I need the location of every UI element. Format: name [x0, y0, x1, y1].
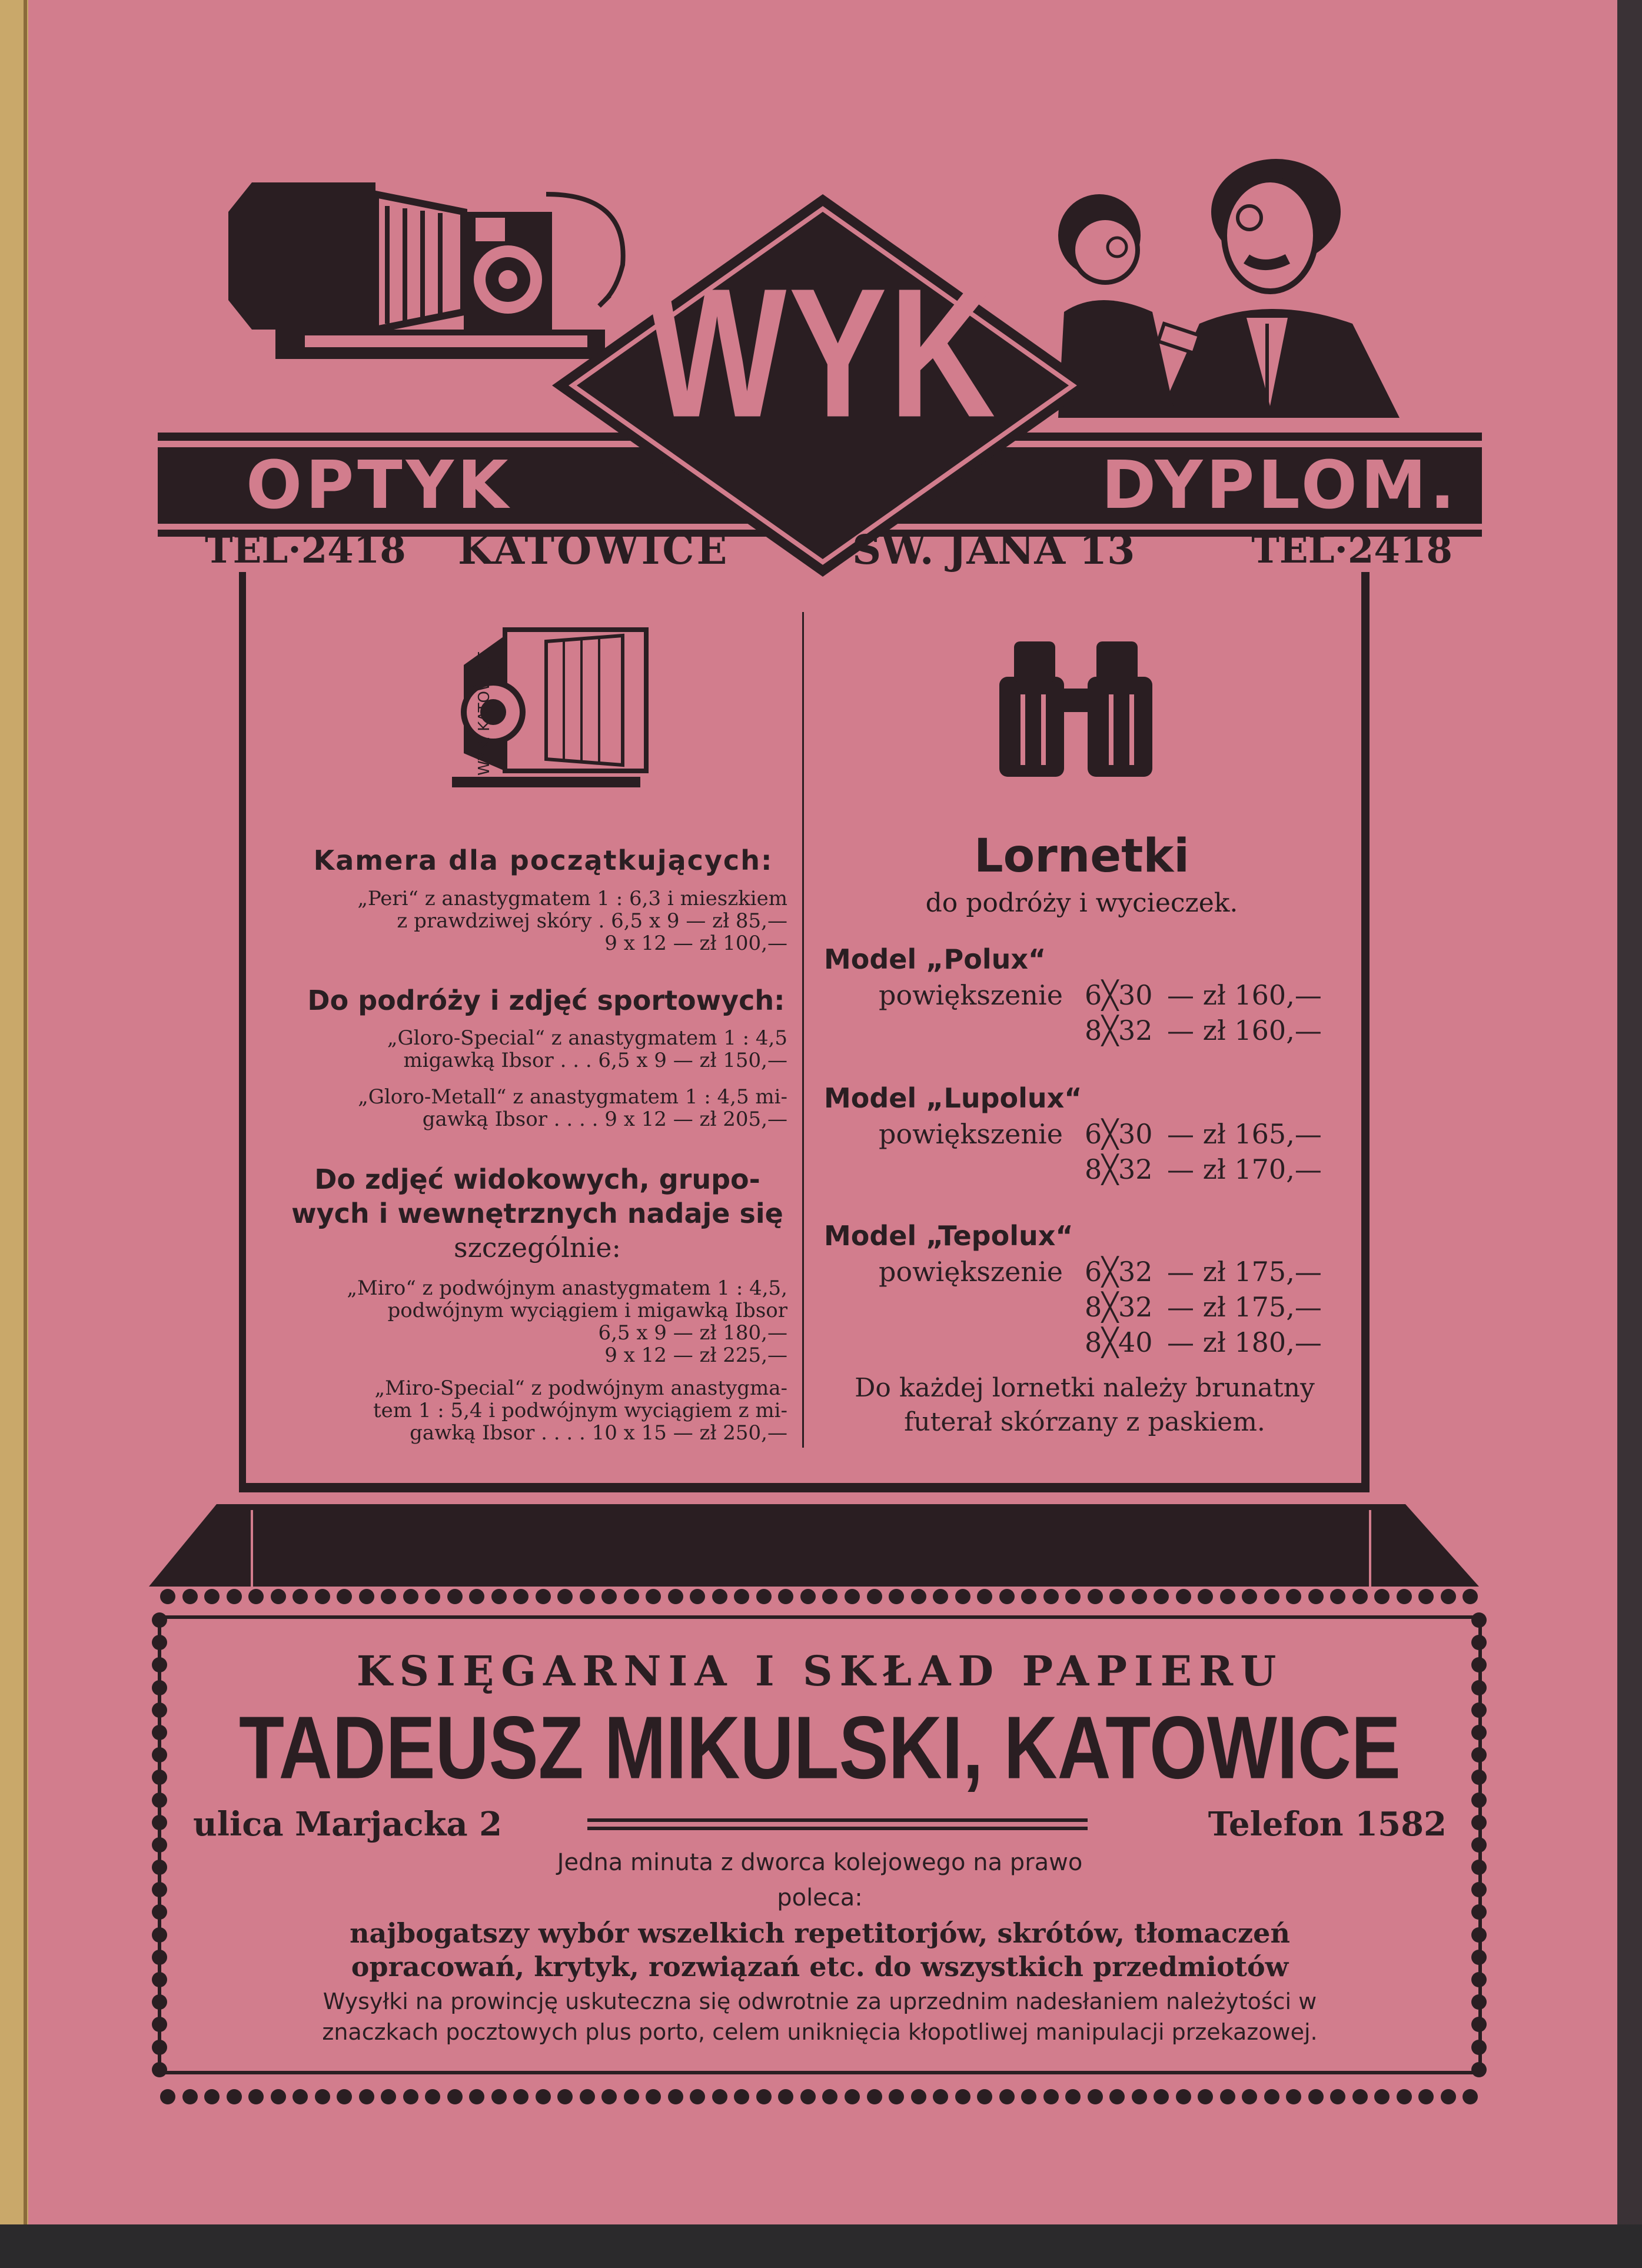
binoculars-case-note [823, 1371, 1347, 1439]
border-dot [1471, 1612, 1487, 1628]
border-dot [1397, 2089, 1412, 2104]
model-lupolux-name: Model „Lupolux“ [824, 1082, 1082, 1114]
border-dot [1043, 2089, 1059, 2104]
dotted-border-bottom [160, 2089, 1478, 2104]
right-background [1617, 0, 1642, 2268]
dotted-border-left [152, 1612, 167, 2077]
bookstore-name: TADEUSZ MIKULSKI, KATOWICE [239, 1697, 1401, 1797]
bookstore-street: ulica Marjacka 2 [193, 1805, 503, 1844]
tel-left: TEL·2418 [205, 528, 406, 572]
border-dot [800, 2089, 816, 2104]
miro-special-line-1: „Miro-Special“ z podwójnym anastygma- [374, 1376, 787, 1400]
border-dot [152, 1725, 167, 1740]
street-phone-rule-1 [587, 1818, 1088, 1822]
binoculars-title: Lornetki [973, 830, 1190, 883]
border-dot [1471, 1882, 1487, 1897]
box-right-border [1361, 572, 1370, 1490]
border-dot [1132, 1589, 1147, 1604]
border-dot [1242, 2089, 1257, 2104]
border-dot [867, 1589, 882, 1604]
group-heading-line-1: Do zdjęć widokowych, grupo- [314, 1163, 760, 1195]
border-dot [359, 1589, 374, 1604]
tepolux-price-3: — zł 180,— [1167, 1326, 1322, 1358]
border-dot [1471, 1747, 1487, 1762]
border-dot [1471, 1994, 1487, 2010]
border-dot [152, 1837, 167, 1853]
recommends-label: poleca: [777, 1884, 863, 1911]
border-dot [845, 1589, 860, 1604]
border-dot [1471, 1657, 1487, 1672]
border-dot [1264, 1589, 1279, 1604]
case-note-line-1: Do każdej lornetki należy brunatny [855, 1373, 1315, 1403]
border-dot [734, 2089, 749, 2104]
border-dot [491, 2089, 507, 2104]
border-dot [152, 1904, 167, 1920]
border-dot [1471, 1702, 1487, 1718]
lupolux-price-2: — zł 170,— [1167, 1153, 1322, 1185]
case-note-line-2: futerał skórzany z paskiem. [904, 1407, 1265, 1437]
border-dot [1176, 1589, 1191, 1604]
offer-line-2: opracowań, krytyk, rozwiązań etc. do wszystkich przedmiotów [351, 1951, 1289, 1983]
dotted-border-top [160, 1589, 1478, 1604]
border-dot [734, 1589, 749, 1604]
border-dot [1286, 1589, 1301, 1604]
border-dot [1471, 1904, 1487, 1920]
border-dot [337, 2089, 352, 2104]
border-dot [690, 1589, 705, 1604]
shipping-line-2: znaczkach pocztowych plus porto, celem uniknięcia kłopotliwej manipulacji przekazowej. [322, 2019, 1318, 2045]
border-dot [977, 1589, 992, 1604]
border-dot [1471, 1793, 1487, 1808]
border-dot [1352, 1589, 1368, 1604]
street-address: SW. JANA 13 [852, 527, 1135, 574]
group-heading-line-2: wych i wewnętrznych nadaje się [291, 1198, 783, 1229]
border-dot [933, 2089, 948, 2104]
gloro-metall-description [287, 1086, 787, 1130]
border-dot [646, 1589, 661, 1604]
tepolux-size-2: 8╳32 [1085, 1291, 1153, 1323]
peri-line-2: z prawdziwej skóry . 6,5 x 9 — zł 85,— [397, 909, 787, 933]
border-dot [1198, 2089, 1213, 2104]
tepolux-price-1: — zł 175,— [1167, 1256, 1322, 1288]
border-dot [381, 1589, 396, 1604]
border-dot [1242, 1589, 1257, 1604]
border-dot [152, 1860, 167, 1875]
border-dot [152, 2062, 167, 2077]
border-dot [557, 1589, 573, 1604]
border-dot [152, 1972, 167, 1987]
border-dot [447, 1589, 463, 1604]
border-dot [152, 1702, 167, 1718]
gloro-special-line-1: „Gloro-Special“ z anastygmatem 1 : 4,5 [387, 1026, 787, 1050]
border-dot [1286, 2089, 1301, 2104]
beginner-camera-heading: Kamera dla początkujących: [313, 844, 773, 876]
border-dot [1471, 1972, 1487, 1987]
border-dot [911, 1589, 926, 1604]
bookstore-line-1: KSIĘGARNIA I SKŁAD PAPIERU [356, 1647, 1284, 1695]
model-tepolux-label: powiększenie [879, 1256, 1063, 1288]
border-dot [160, 1589, 175, 1604]
border-dot [977, 2089, 992, 2104]
border-dot [1471, 1950, 1487, 1965]
box-bottom-rule [239, 1483, 1370, 1492]
optyk-label: OPTYK [246, 447, 512, 524]
border-dot [1308, 2089, 1324, 2104]
miro-description [287, 1277, 787, 1366]
border-dot [447, 2089, 463, 2104]
border-dot [1043, 1589, 1059, 1604]
border-dot [513, 1589, 529, 1604]
border-dot [1154, 2089, 1169, 2104]
border-dot [227, 1589, 242, 1604]
street-phone-rule-2 [587, 1827, 1088, 1830]
border-dot [800, 1589, 816, 1604]
border-dot [1352, 2089, 1368, 2104]
border-dot [1264, 2089, 1279, 2104]
border-dot [1176, 2089, 1191, 2104]
border-dot [182, 2089, 198, 2104]
border-dot [756, 2089, 772, 2104]
border-dot [469, 1589, 484, 1604]
wyk-logo-text: WYK [647, 250, 998, 455]
border-dot [1471, 2040, 1487, 2055]
border-dot [1471, 1680, 1487, 1695]
border-dot [580, 1589, 595, 1604]
border-dot [1021, 2089, 1036, 2104]
border-dot [1330, 1589, 1345, 1604]
border-dot [491, 1589, 507, 1604]
border-dot [469, 2089, 484, 2104]
border-dot [271, 2089, 286, 2104]
border-dot [152, 1635, 167, 1650]
border-dot [248, 1589, 264, 1604]
column-divider [802, 612, 804, 1448]
box-plinth [146, 1504, 1482, 1591]
border-dot [867, 2089, 882, 2104]
miro-special-description [287, 1377, 787, 1444]
station-distance: Jedna minuta z dworca kolejowego na prawo [557, 1849, 1083, 1876]
peri-line-3: 9 x 12 — zł 100,— [604, 932, 787, 955]
border-dot [160, 2089, 175, 2104]
border-dot [955, 1589, 970, 1604]
polux-size-2: 8╳32 [1085, 1015, 1153, 1046]
border-dot [601, 1589, 617, 1604]
border-dot [1330, 2089, 1345, 2104]
border-dot [425, 2089, 440, 2104]
border-dot [292, 2089, 308, 2104]
tepolux-price-2: — zł 175,— [1167, 1291, 1322, 1323]
border-dot [359, 2089, 374, 2104]
border-dot [1471, 1927, 1487, 1943]
dotted-border-right [1471, 1612, 1487, 2077]
border-dot [1109, 1589, 1125, 1604]
border-dot [1471, 1725, 1487, 1740]
border-dot [580, 2089, 595, 2104]
miro-special-line-2: tem 1 : 5,4 i podwójnym wyciągiem z mi- [373, 1399, 787, 1422]
border-dot [204, 1589, 220, 1604]
border-dot [624, 1589, 639, 1604]
border-dot [756, 1589, 772, 1604]
border-dot [337, 1589, 352, 1604]
tepolux-size-1: 6╳32 [1085, 1256, 1153, 1288]
border-dot [1471, 2017, 1487, 2032]
border-dot [152, 1994, 167, 2010]
border-dot [668, 2089, 683, 2104]
border-dot [513, 2089, 529, 2104]
tepolux-size-3: 8╳40 [1085, 1326, 1153, 1358]
border-dot [1021, 1589, 1036, 1604]
border-dot [1471, 1837, 1487, 1853]
border-dot [778, 2089, 793, 2104]
border-dot [1154, 1589, 1169, 1604]
gloro-special-line-2: migawką Ibsor . . . 6,5 x 9 — zł 150,— [403, 1049, 787, 1072]
border-dot [1397, 1589, 1412, 1604]
small-camera-illustration [428, 612, 676, 800]
model-lupolux-label: powiększenie [879, 1118, 1063, 1150]
border-dot [381, 2089, 396, 2104]
border-dot [1220, 1589, 1235, 1604]
binoculars-illustration [988, 636, 1176, 783]
lupolux-price-1: — zł 165,— [1167, 1118, 1322, 1150]
border-dot [1374, 1589, 1390, 1604]
border-dot [1109, 2089, 1125, 2104]
border-dot [690, 2089, 705, 2104]
border-dot [152, 1680, 167, 1695]
border-dot [425, 1589, 440, 1604]
border-dot [1418, 2089, 1434, 2104]
border-dot [152, 1612, 167, 1628]
border-dot [712, 1589, 727, 1604]
border-dot [1471, 1635, 1487, 1650]
group-heading-line-3: szczególnie: [454, 1232, 621, 1263]
border-dot [152, 1815, 167, 1830]
border-dot [152, 1950, 167, 1965]
border-dot [1220, 2089, 1235, 2104]
border-dot [152, 1927, 167, 1943]
border-dot [889, 1589, 904, 1604]
border-dot [1471, 2062, 1487, 2077]
border-dot [712, 2089, 727, 2104]
border-dot [1471, 1815, 1487, 1830]
offer-line-1: najbogatszy wybór wszelkich repetitorjów, skrótów, tłomaczeń [350, 1917, 1290, 1949]
border-dot [315, 1589, 330, 1604]
border-dot [668, 1589, 683, 1604]
border-dot [955, 2089, 970, 2104]
miro-line-4: 9 x 12 — zł 225,— [604, 1343, 787, 1367]
polux-price-2: — zł 160,— [1167, 1015, 1322, 1046]
border-dot [152, 2040, 167, 2055]
border-dot [315, 2089, 330, 2104]
border-dot [557, 2089, 573, 2104]
shipping-line-1: Wysyłki na prowincję uskuteczna się odwrotnie za uprzednim nadesłaniem należytości w [323, 1988, 1317, 2014]
border-dot [152, 1882, 167, 1897]
border-dot [646, 2089, 661, 2104]
border-dot [271, 1589, 286, 1604]
miro-special-line-3: gawką Ibsor . . . . 10 x 15 — zł 250,— [410, 1421, 787, 1445]
bookstore-phone: Telefon 1582 [1208, 1805, 1447, 1844]
model-polux-label: powiększenie [879, 979, 1063, 1011]
border-dot [1418, 1589, 1434, 1604]
peri-line-1: „Peri“ z anastygmatem 1 : 6,3 i mieszkiem [357, 887, 787, 910]
border-dot [1462, 2089, 1478, 2104]
border-dot [536, 1589, 551, 1604]
model-tepolux-name: Model „Tepolux“ [824, 1220, 1073, 1252]
border-dot [999, 2089, 1015, 2104]
gloro-special-description [287, 1027, 787, 1072]
tel-right: TEL·2418 [1251, 528, 1452, 572]
border-dot [152, 1747, 167, 1762]
spine-edge [24, 0, 27, 2268]
border-dot [1374, 2089, 1390, 2104]
gloro-metall-line-2: gawką Ibsor . . . . 9 x 12 — zł 205,— [422, 1108, 787, 1131]
border-dot [1462, 1589, 1478, 1604]
bottom-background [0, 2224, 1642, 2268]
border-dot [152, 1793, 167, 1808]
border-dot [182, 1589, 198, 1604]
box-left-border [239, 572, 246, 1490]
advertisement-page [28, 0, 1617, 2224]
border-dot [1471, 1770, 1487, 1785]
border-dot [911, 2089, 926, 2104]
border-dot [403, 2089, 418, 2104]
border-dot [1441, 2089, 1456, 2104]
peri-description [287, 887, 787, 955]
miro-line-1: „Miro“ z podwójnym anastygmatem 1 : 4,5, [347, 1276, 787, 1300]
border-dot [845, 2089, 860, 2104]
polux-price-1: — zł 160,— [1167, 979, 1322, 1011]
polux-size-1: 6╳30 [1085, 979, 1153, 1011]
border-dot [933, 1589, 948, 1604]
border-dot [248, 2089, 264, 2104]
border-dot [624, 2089, 639, 2104]
border-dot [1308, 1589, 1324, 1604]
border-dot [822, 2089, 837, 2104]
border-dot [1088, 2089, 1103, 2104]
border-dot [1132, 2089, 1147, 2104]
border-dot [1441, 1589, 1456, 1604]
group-photos-heading [287, 1162, 787, 1265]
border-dot [152, 1770, 167, 1785]
border-dot [403, 1589, 418, 1604]
border-dot [822, 1589, 837, 1604]
border-dot [999, 1589, 1015, 1604]
lupolux-size-2: 8╳32 [1085, 1153, 1153, 1185]
camera-brand-label: J.WYK. KATOWICE [476, 651, 493, 785]
border-dot [889, 2089, 904, 2104]
binoculars-subtitle: do podróży i wycieczek. [925, 888, 1238, 918]
border-dot [1065, 1589, 1081, 1604]
border-dot [292, 1589, 308, 1604]
travel-sport-heading: Do podróży i zdjęć sportowych: [307, 985, 785, 1016]
border-dot [204, 2089, 220, 2104]
border-dot [152, 1657, 167, 1672]
border-dot [1088, 1589, 1103, 1604]
border-dot [536, 2089, 551, 2104]
border-dot [227, 2089, 242, 2104]
dyplom-label: DYPLOM. [1101, 447, 1458, 524]
border-dot [1471, 1860, 1487, 1875]
miro-line-2: podwójnym wyciągiem i migawką Ibsor [387, 1299, 787, 1322]
city-label: KATOWICE [458, 527, 730, 574]
border-dot [152, 2017, 167, 2032]
model-polux-name: Model „Polux“ [824, 943, 1046, 975]
border-dot [601, 2089, 617, 2104]
lupolux-size-1: 6╳30 [1085, 1118, 1153, 1150]
miro-line-3: 6,5 x 9 — zł 180,— [598, 1321, 787, 1345]
border-dot [778, 1589, 793, 1604]
gloro-metall-line-1: „Gloro-Metall“ z anastygmatem 1 : 4,5 mi- [358, 1085, 787, 1109]
border-dot [1198, 1589, 1213, 1604]
border-dot [1065, 2089, 1081, 2104]
